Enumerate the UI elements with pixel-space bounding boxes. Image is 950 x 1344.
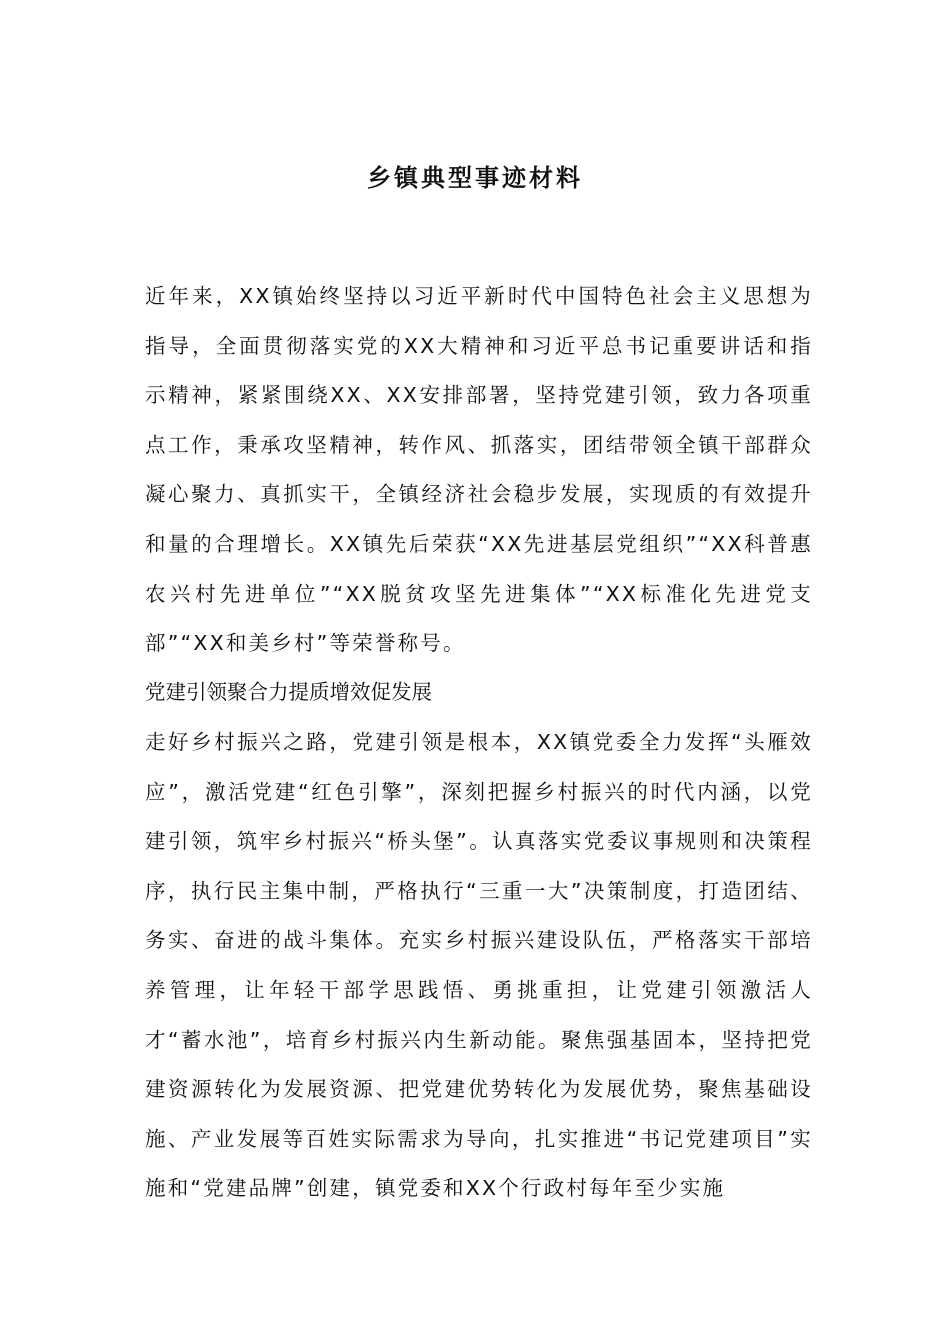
intro-paragraph: 近年来，XX镇始终坚持以习近平新时代中国特色社会主义思想为指导，全面贯彻落实党的XX大精神和习近平总书记重要讲话和指示精神，紧紧围绕XX、XX安排部署，坚持党建引领，致力各项重点工作，秉承攻坚精神，转作风、抓落实，团结带领全镇干部群众凝心聚力、真抓实干，全镇经济社会稳步发展，实现质的有效提升和量的合理增长。XX镇先后荣获“XX先进基层党组织”“XX科普惠农兴村先进单位”“XX脱贫攻坚先进集体”“XX标准化先进党支部”“XX和美乡村”等荣誉称号。 [145,284,813,656]
section-paragraph: 走好乡村振兴之路，党建引领是根本，XX镇党委全力发挥“头雁效应”，激活党建“红色引擎”，深刻把握乡村振兴的时代内涵，以党建引领，筑牢乡村振兴“桥头堡”。认真落实党委议事规则和决策程序，执行民主集中制，严格执行“三重一大”决策制度，打造团结、务实、奋进的战斗集体。充实乡村振兴建设队伍，严格落实干部培养管理，让年轻干部学思践悟、勇挑重担，让党建引领激活人才“蓄水池”，培育乡村振兴内生新动能。聚焦强基固本，坚持把党建资源转化为发展资源、把党建优势转化为发展优势，聚焦基础设施、产业发展等百姓实际需求为导向，扎实推进“书记党建项目”实施和“党建品牌”创建，镇党委和XX个行政村每年至少实施 [145,730,813,1201]
document-title: 乡镇典型事迹材料 [367,164,583,192]
section-heading: 党建引领聚合力提质增效促发展 [145,680,432,704]
